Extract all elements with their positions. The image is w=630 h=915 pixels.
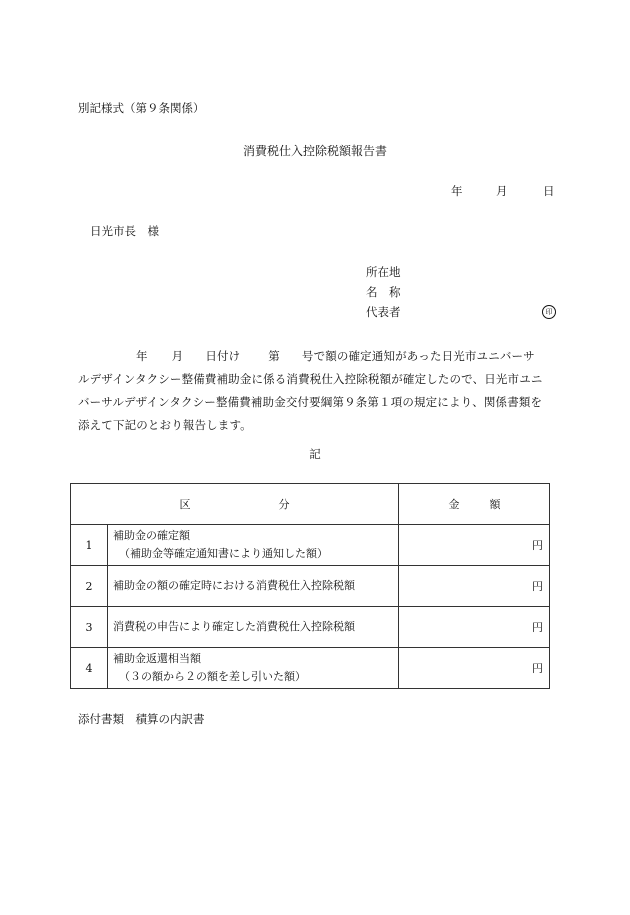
- date-month-label: 月: [496, 184, 508, 198]
- row-item: [108, 566, 399, 607]
- row-amount[interactable]: 円: [399, 566, 550, 607]
- body-line-4: 添えて下記のとおり報告します。: [78, 418, 252, 432]
- table-row: [71, 607, 550, 648]
- seal-icon: 印: [542, 305, 556, 319]
- document-title: 消費税仕入控除税額報告書: [242, 144, 387, 158]
- row-item-label: 補助金の額の確定時における消費税仕入控除税額: [113, 579, 355, 592]
- row-number: 4: [71, 648, 108, 689]
- body-year: 年: [136, 349, 148, 363]
- row-item-label: 消費税の申告により確定した消費税仕入控除税額: [113, 620, 355, 633]
- row-item-note: （補助金等確定通知書により通知した額）: [119, 547, 328, 560]
- amount-header: 金 額: [399, 484, 550, 525]
- row-item: [108, 525, 399, 566]
- date-year-label: 年: [451, 184, 463, 198]
- address-label: 所在地: [366, 265, 401, 279]
- attachments-note: 添付書類 積算の内訳書: [78, 712, 205, 726]
- row-number: 2: [71, 566, 108, 607]
- body-number-prefix: 第: [268, 349, 280, 363]
- body-line-3: バーサルデザインタクシー整備費補助金交付要綱第９条第１項の規定により、関係書類を: [78, 395, 543, 409]
- addressee: 日光市長 様: [90, 224, 159, 238]
- date-day-label: 日: [543, 184, 555, 198]
- table-row: [71, 648, 550, 689]
- row-amount[interactable]: 円: [399, 648, 550, 689]
- form-label: 別記様式（第９条関係）: [78, 101, 205, 115]
- row-item-note: （３の額から２の額を差し引いた額）: [119, 670, 306, 683]
- body-line-2: ルデザインタクシー整備費補助金に係る消費税仕入控除税額が確定したので、日光市ユニ: [78, 372, 543, 386]
- row-number: 1: [71, 525, 108, 566]
- body-paragraph: [78, 345, 554, 437]
- body-line-1: [78, 345, 554, 368]
- table-header-row: [71, 484, 550, 525]
- category-header: 区 分: [71, 484, 399, 525]
- body-month: 月: [171, 349, 184, 363]
- body-day: 日付け: [205, 349, 241, 363]
- row-item-label: 補助金返還相当額: [113, 652, 201, 665]
- name-label: 名 称: [366, 285, 401, 299]
- row-item: [108, 607, 399, 648]
- report-table: [70, 483, 550, 689]
- row-amount[interactable]: 円: [399, 607, 550, 648]
- table-row: [71, 525, 550, 566]
- row-amount[interactable]: 円: [399, 525, 550, 566]
- table-row: [71, 566, 550, 607]
- representative-label: 代表者: [366, 305, 401, 319]
- body-line-1-rest: 号で額の確定通知があった日光市ユニバーサ: [301, 349, 535, 363]
- row-number: 3: [71, 607, 108, 648]
- ki-heading: 記: [309, 447, 321, 461]
- row-item: [108, 648, 399, 689]
- row-item-label: 補助金の確定額: [113, 529, 190, 542]
